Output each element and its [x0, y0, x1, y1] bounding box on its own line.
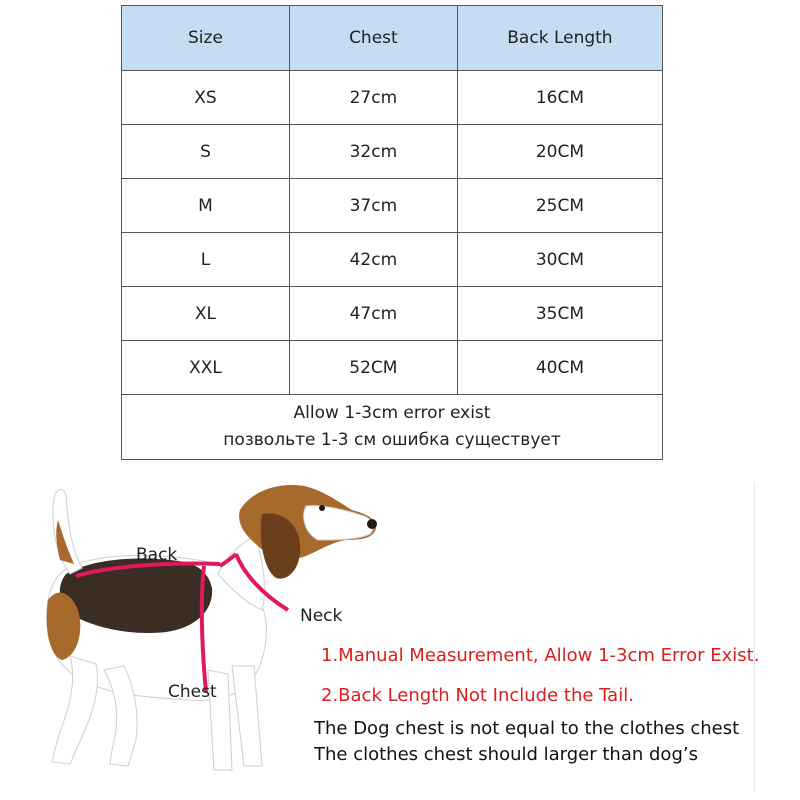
size-chart-table — [121, 5, 663, 460]
neck-label: Neck — [300, 606, 343, 626]
chest-label: Chest — [168, 682, 217, 702]
error-note-english: Allow 1-3cm error exist — [293, 403, 491, 423]
back-length-cell: 16CM — [457, 71, 662, 125]
size-cell: XS — [122, 71, 290, 125]
size-cell: S — [122, 125, 290, 179]
size-cell: XXL — [122, 341, 290, 395]
table-header-row — [122, 6, 663, 71]
chest-cell: 37cm — [289, 179, 457, 233]
note-chest-not-equal: The Dog chest is not equal to the clothes chest — [314, 718, 740, 739]
table-row — [122, 71, 663, 125]
size-cell: XL — [122, 287, 290, 341]
chest-cell: 27cm — [289, 71, 457, 125]
dog-eye — [319, 505, 325, 511]
error-note-cell — [122, 395, 663, 460]
header-chest: Chest — [289, 6, 457, 71]
table-row — [122, 179, 663, 233]
back-length-cell: 20CM — [457, 125, 662, 179]
note-back-length-tail: 2.Back Length Not Include the Tail. — [321, 685, 634, 706]
chest-cell: 52CM — [289, 341, 457, 395]
note-chest-larger: The clothes chest should larger than dog’s — [314, 744, 698, 765]
table-row — [122, 287, 663, 341]
size-cell: M — [122, 179, 290, 233]
measurement-section — [0, 470, 800, 800]
back-label: Back — [136, 545, 178, 565]
back-length-cell: 35CM — [457, 287, 662, 341]
back-length-cell: 40CM — [457, 341, 662, 395]
table-note-row — [122, 395, 663, 460]
note-manual-measurement: 1.Manual Measurement, Allow 1-3cm Error Exist. — [321, 645, 760, 666]
table-row — [122, 341, 663, 395]
dog-front-leg-2 — [232, 666, 262, 766]
header-size: Size — [122, 6, 290, 71]
chest-cell: 42cm — [289, 233, 457, 287]
back-length-cell: 30CM — [457, 233, 662, 287]
dog-muzzle — [304, 506, 374, 540]
back-length-cell: 25CM — [457, 179, 662, 233]
size-cell: L — [122, 233, 290, 287]
dog-nose — [367, 519, 377, 529]
dog-hind-leg — [52, 656, 98, 764]
divider-line — [754, 482, 755, 792]
table-row — [122, 233, 663, 287]
table-row — [122, 125, 663, 179]
header-back-length: Back Length — [457, 6, 662, 71]
error-note-russian: позвольте 1-3 см ошибка существует — [223, 430, 561, 450]
chest-cell: 47cm — [289, 287, 457, 341]
chest-cell: 32cm — [289, 125, 457, 179]
